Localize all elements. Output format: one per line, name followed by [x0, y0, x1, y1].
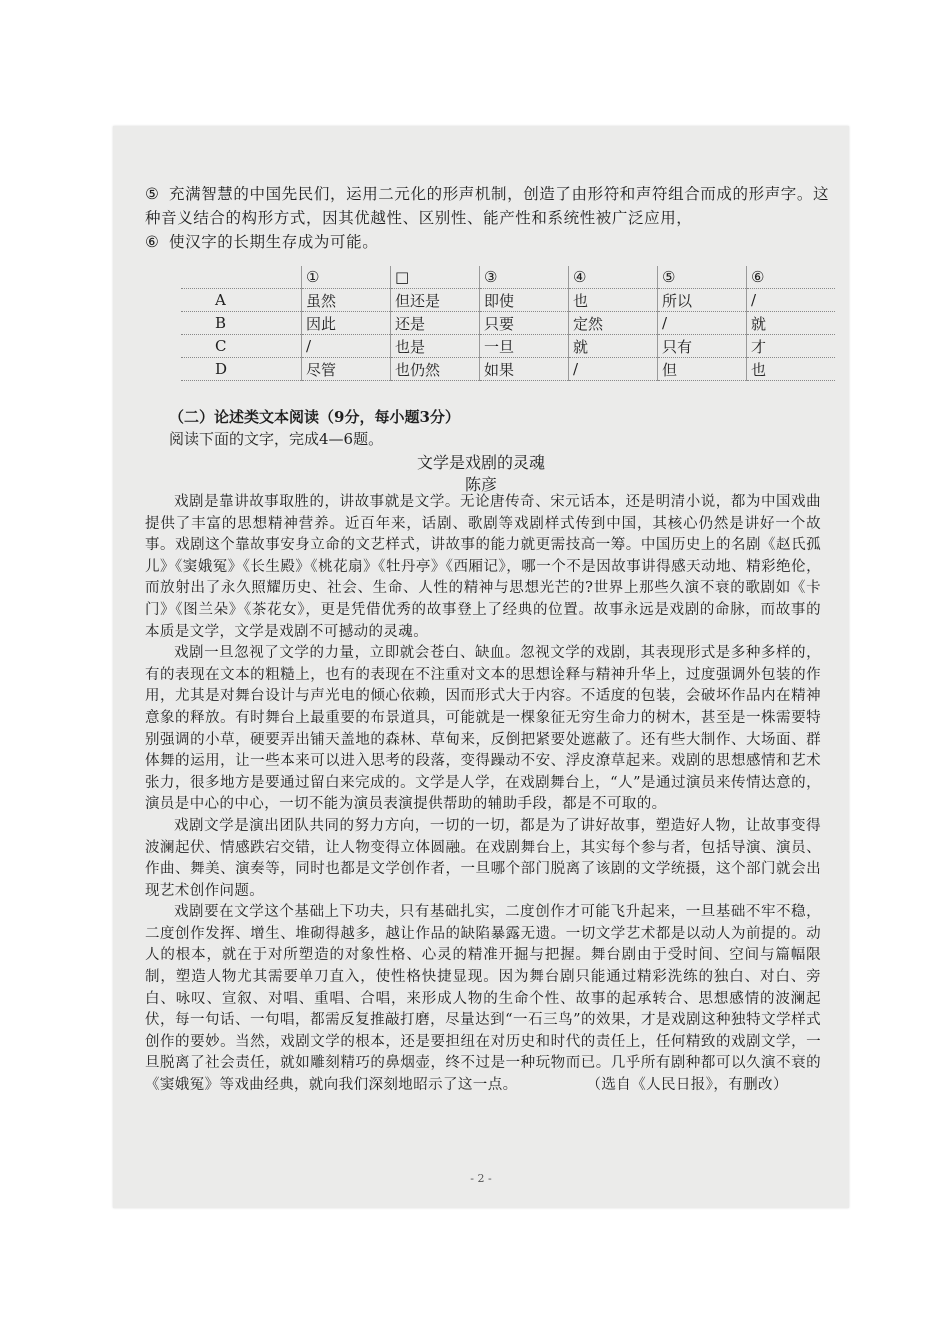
article-source: （选自《人民日报》，有删改）	[586, 1077, 788, 1094]
option-cell: 虽然	[302, 289, 391, 312]
exam-page	[113, 126, 849, 1208]
header-cell: ④	[569, 266, 658, 289]
article-paragraph	[145, 902, 821, 1096]
page-number: - 2 -	[470, 1172, 492, 1185]
intro-line-6	[145, 230, 835, 254]
option-cell: 只有	[658, 335, 747, 358]
option-cell: 所以	[658, 289, 747, 312]
option-cell: 还是	[391, 312, 480, 335]
header-cell: ①	[302, 266, 391, 289]
article-paragraph: 戏剧一旦忽视了文学的力量，立即就会苍白、缺血。忽视文学的戏剧，其表现形式是多种多样的，有的表现在文本的粗糙上，也有的表现在不注重对文本的思想诠释与精神升华上，过度强调外包装的作用，尤其是对舞台设计与声光电的倾心依赖，因而形式大于内容。不适度的包装，会破坏作品内在精神意象的释放。有时舞台上最重要的布景道具，可能就是一棵象征无穷生命力的树木，甚至是一株需要特别强调的小草，硬要弄出铺天盖地的森林、草甸来，反倒把紧要处遮蔽了。还有些大制作、大场面、群体舞的运用，让一些本来可以进入思考的段落，变得躁动不安、浮皮潦草起来。戏剧的思想感情和艺术张力，很多地方是要通过留白来完成的。文学是人学，在戏剧舞台上，“人”是通过演员来传情达意的，演员是中心的中心，一切不能为演员表演提供帮助的辅助手段，都是不可取的。	[145, 645, 821, 813]
option-cell: /	[302, 335, 391, 358]
option-cell: 但	[658, 358, 747, 381]
option-cell: 如果	[480, 358, 569, 381]
article-title: 文学是戏剧的灵魂	[416, 453, 545, 472]
option-cell: 才	[747, 335, 836, 358]
option-letter: D	[181, 358, 302, 381]
option-letter: A	[181, 289, 302, 312]
option-row-d	[181, 358, 835, 381]
option-cell: 也仍然	[391, 358, 480, 381]
sentence-number-6: ⑥	[145, 233, 160, 251]
intro-passage	[145, 182, 835, 254]
option-letter: B	[181, 312, 302, 335]
option-cell: 就	[747, 312, 836, 335]
article-paragraph: 戏剧是靠讲故事取胜的，讲故事就是文学。无论唐传奇、宋元话本，还是明清小说，都为中国戏曲提供了丰富的思想精神营养。近百年来，话剧、歌剧等戏剧样式传到中国，其核心仍然是讲好一个故事。戏剧这个靠故事安身立命的文艺样式，讲故事的能力就更需技高一筹。中国历史上的名剧《赵氏孤儿》《窦娥冤》《长生殿》《桃花扇》《牡丹亭》《西厢记》，哪一个不是因故事讲得感天动地、精彩绝伦，而放射出了永久照耀历史、社会、生命、人性的精神与思想光芒的?世界上那些久演不衰的歌剧如《卡门》《图兰朵》《茶花女》，更是凭借优秀的故事登上了经典的位置。故事永远是戏剧的命脉，而故事的本质是文学，文学是戏剧不可撼动的灵魂。	[145, 494, 821, 640]
article-title-block	[113, 452, 849, 496]
option-cell: 只要	[480, 312, 569, 335]
option-cell: /	[569, 358, 658, 381]
header-cell: □	[391, 266, 480, 289]
option-cell: 就	[569, 335, 658, 358]
option-cell: 尽管	[302, 358, 391, 381]
article-paragraph-text: 戏剧要在文学这个基础上下功夫，只有基础扎实，二度创作才可能飞升起来，一旦基础不牢不稳，二度创作发挥、增生、堆砌得越多，越让作品的缺陷暴露无遗。一切文学艺术都是以动人为前提的。动人的根本，就在于对所塑造的对象性格、心灵的精准开掘与把握。舞台剧由于受时间、空间与篇幅限制，塑造人物尤其需要单刀直入，使性格快捷显现。因为舞台剧只能通过精彩洗练的独白、对白、旁白、咏叹、宣叙、对唱、重唱、合唱，来形成人物的生命个性、故事的起承转合、思想感情的波澜起伏，每一句话、一句唱，都需反复推敲打磨，尽量达到“一石三鸟”的效果，才是戏剧这种独特文学样式创作的要妙。当然，戏剧文学的根本，还是要担纽在对历史和时代的责任上，任何精致的戏剧文学，一旦脱离了社会责任，就如雕刻精巧的鼻烟壶，终不过是一种玩物而已。几乎所有剧种都可以久演不衰的《窦娥冤》等戏曲经典，就向我们深刻地昭示了这一点。	[145, 904, 821, 1094]
article-paragraph: 戏剧文学是演出团队共同的努力方向，一切的一切，都是为了讲好故事，塑造好人物，让故事变得波澜起伏、情感跌宕交错，让人物变得立体圆融。在戏剧舞台上，其实每个参与者，包括导演、演员、作曲、舞美、演奏等，同时也都是文学创作者，一旦哪个部门脱离了该剧的文学统摄，这个部门就会出现艺术创作问题。	[145, 817, 821, 899]
section-header	[169, 406, 460, 450]
header-cell	[181, 266, 302, 289]
header-cell: ⑤	[658, 266, 747, 289]
sentence-number-5: ⑤	[145, 185, 160, 203]
header-cell: ⑥	[747, 266, 836, 289]
option-cell: 也	[569, 289, 658, 312]
article-author: 陈彦	[464, 475, 497, 494]
option-cell: 一旦	[480, 335, 569, 358]
option-cell: 因此	[302, 312, 391, 335]
sentence-text-6: 使汉字的长期生存成为可能。	[169, 233, 379, 251]
intro-line-5	[145, 182, 835, 230]
option-cell: 也是	[391, 335, 480, 358]
option-row-c	[181, 335, 835, 358]
option-cell: 即使	[480, 289, 569, 312]
option-cell: /	[747, 289, 836, 312]
option-row-b	[181, 312, 835, 335]
header-cell: ③	[480, 266, 569, 289]
options-table	[181, 266, 835, 381]
option-row-a	[181, 289, 835, 312]
option-cell: 但还是	[391, 289, 480, 312]
article-body	[145, 492, 821, 1097]
option-cell: /	[658, 312, 747, 335]
sentence-text-5: 充满智慧的中国先民们，运用二元化的形声机制，创造了由形符和声符组合而成的形声字。这种音义结合的构形方式，因其优越性、区别性、能产性和系统性被广泛应用，	[145, 185, 830, 227]
option-cell: 也	[747, 358, 836, 381]
options-header-row	[181, 266, 835, 289]
option-letter: C	[181, 335, 302, 358]
option-cell: 定然	[569, 312, 658, 335]
section-instruction: 阅读下面的文字，完成4—6题。	[169, 430, 384, 448]
section-heading: （二）论述类文本阅读（9分，每小题3分）	[169, 408, 460, 426]
